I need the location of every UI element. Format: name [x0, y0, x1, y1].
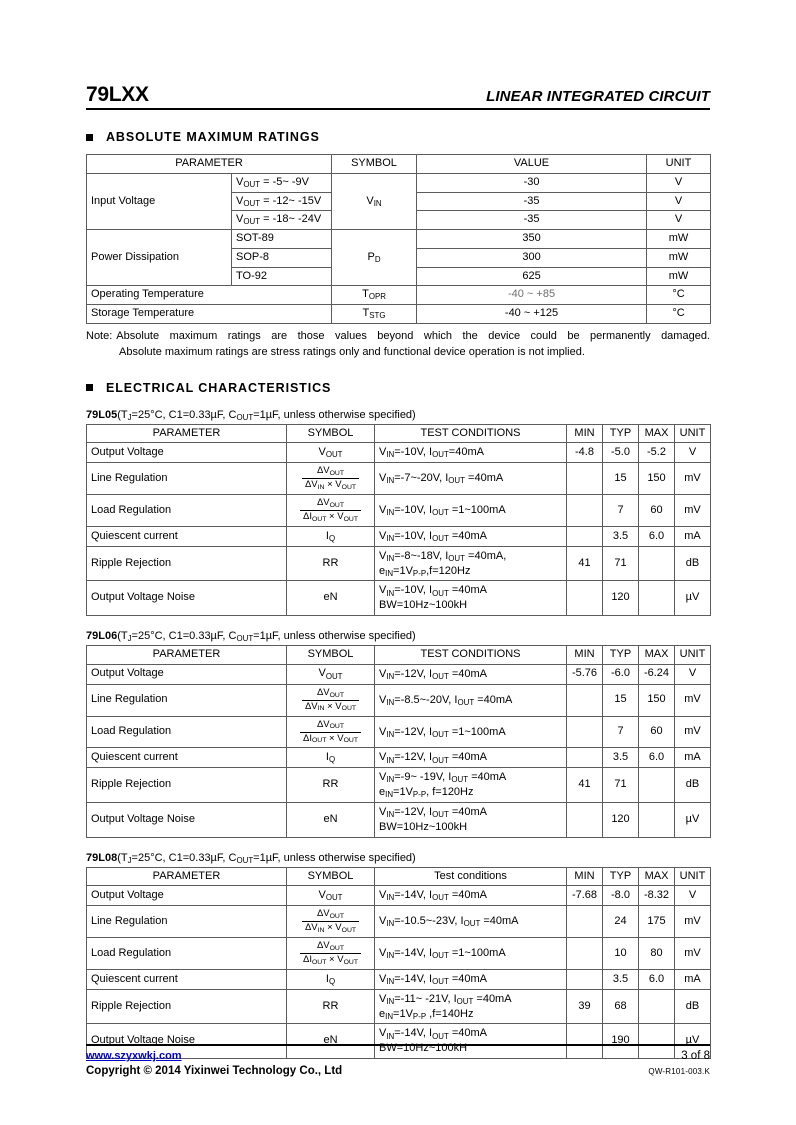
- page-title: 79LXX: [86, 83, 149, 106]
- column-header-parameter: PARAMETER: [87, 424, 287, 443]
- parameter-symbol: [287, 684, 375, 716]
- value-max: 6.0: [639, 748, 675, 768]
- parameter-symbol: [287, 938, 375, 970]
- fraction-numerator: $\Delta V_{OUT}$: [316, 908, 345, 921]
- parameter-symbol: $T_{OPR}$: [332, 286, 417, 305]
- table-caption-79L08: $79L08(T_J=25^\circ C$, C1=0.33µF, $C_{OUT}=1\mu F$, unless otherwise specified): [86, 851, 416, 865]
- parameter-symbol: eN: [287, 802, 375, 837]
- test-conditions: [375, 664, 567, 684]
- parameter-name: Line Regulation: [87, 906, 287, 938]
- parameter-symbol: eN: [287, 1024, 375, 1059]
- test-conditions: [375, 748, 567, 768]
- parameter-name: Output Voltage Noise: [87, 581, 287, 616]
- parameter-condition: $V_{OUT}$ = -18~ -24V: [232, 211, 332, 230]
- table-row: [87, 230, 711, 249]
- value-min: [567, 716, 603, 748]
- value-min: [567, 463, 603, 495]
- value-typ: 10: [603, 938, 639, 970]
- value-min: -5.76: [567, 664, 603, 684]
- parameter-unit: dB: [675, 546, 711, 581]
- electrical-characteristics-tables: [86, 409, 710, 1060]
- note-line-1: Absolute maximum ratings are those values beyond which the device could be permanently damaged.: [116, 329, 710, 342]
- value-min: 41: [567, 546, 603, 581]
- parameter-symbol: $V_{OUT}$: [287, 664, 375, 684]
- column-header-symbol: SYMBOL: [287, 646, 375, 665]
- test-conditions: [375, 443, 567, 463]
- value-max: 60: [639, 716, 675, 748]
- column-header-unit: UNIT: [675, 646, 711, 665]
- test-conditions: [375, 938, 567, 970]
- table-row: [87, 802, 711, 837]
- value-max: [639, 989, 675, 1024]
- column-header-symbol: SYMBOL: [287, 867, 375, 886]
- value-max: [639, 581, 675, 616]
- value-max: -8.32: [639, 886, 675, 906]
- ratings-note: [86, 329, 710, 361]
- parameter-value: -30: [417, 173, 647, 192]
- parameter-condition: TO-92: [232, 267, 332, 286]
- test-conditions: [375, 546, 567, 581]
- value-max: 150: [639, 684, 675, 716]
- test-condition-line-1: $V_{IN}=-8\sim-18V$, $I_{OUT} =40mA$,: [379, 549, 507, 563]
- value-min: [567, 906, 603, 938]
- column-header-typ: TYP: [603, 424, 639, 443]
- parameter-unit: mV: [675, 906, 711, 938]
- table-row: [87, 969, 711, 989]
- parameter-unit: µV: [675, 802, 711, 837]
- value-typ: 15: [603, 684, 639, 716]
- table-row: [87, 463, 711, 495]
- table-row: [87, 684, 711, 716]
- table-row: [87, 886, 711, 906]
- table-row: [87, 173, 711, 192]
- parameter-symbol: $I_Q$: [287, 969, 375, 989]
- value-typ: 24: [603, 906, 639, 938]
- parameter-symbol: RR: [287, 768, 375, 803]
- parameter-name: Operating Temperature: [87, 286, 332, 305]
- parameter-unit: mV: [675, 716, 711, 748]
- document-code: QW-R101-003.K: [648, 1067, 710, 1076]
- parameter-symbol: $V_{OUT}$: [287, 443, 375, 463]
- page-number: 3 of 8: [681, 1050, 710, 1062]
- table-row: [87, 768, 711, 803]
- value-typ: 3.5: [603, 748, 639, 768]
- parameter-unit: dB: [675, 989, 711, 1024]
- test-conditions: [375, 989, 567, 1024]
- parameter-unit: mW: [647, 230, 711, 249]
- formula-fraction: [302, 687, 359, 714]
- value-max: [639, 768, 675, 803]
- test-condition-line-1: $V_{IN}=-14V$, $I_{OUT} =40mA$: [379, 889, 487, 903]
- parameter-symbol: [287, 463, 375, 495]
- parameter-condition: SOT-89: [232, 230, 332, 249]
- parameter-name: Output Voltage: [87, 664, 287, 684]
- column-header-parameter: PARAMETER: [87, 867, 287, 886]
- column-header-unit: UNIT: [675, 424, 711, 443]
- value-max: 6.0: [639, 969, 675, 989]
- test-condition-line-2: BW=10Hz~100kH: [379, 820, 468, 833]
- parameter-name: Quiescent current: [87, 969, 287, 989]
- formula-fraction: [300, 497, 361, 524]
- test-condition-line-2: $e_{IN}=1V_{P-P},f=120Hz$: [379, 564, 471, 578]
- test-condition-line-2: $e_{IN}=1V_{P-P}$ ,f=140Hz: [379, 1007, 474, 1021]
- fraction-denominator: $\Delta I_{OUT} \times V_{OUT}$: [300, 953, 361, 966]
- parameter-name: Storage Temperature: [87, 305, 332, 324]
- test-conditions: [375, 886, 567, 906]
- table-header-row: [87, 646, 711, 665]
- column-header-min: MIN: [567, 646, 603, 665]
- value-min: -7.68: [567, 886, 603, 906]
- test-conditions: [375, 768, 567, 803]
- column-header-typ: TYP: [603, 646, 639, 665]
- fraction-numerator: $\Delta V_{OUT}$: [316, 465, 345, 478]
- test-condition-line-2: BW=10Hz~100kH: [379, 599, 468, 612]
- test-conditions: [375, 684, 567, 716]
- test-condition-line-2: $e_{IN}=1V_{P-P}$, f=120Hz: [379, 786, 474, 800]
- table-row: [87, 526, 711, 546]
- test-condition-line-1: $V_{IN}=-12V$, $I_{OUT} =40mA$: [379, 751, 487, 765]
- parameter-unit: mA: [675, 969, 711, 989]
- formula-fraction: [302, 465, 359, 492]
- parameter-name: Quiescent current: [87, 526, 287, 546]
- test-condition-line-1: $V_{IN}=-7\sim-20V$, $I_{OUT} =40mA$: [379, 472, 504, 486]
- value-typ: 3.5: [603, 969, 639, 989]
- value-max: -6.24: [639, 664, 675, 684]
- parameter-unit: V: [675, 664, 711, 684]
- test-condition-line-1: $V_{IN}=-14V$, $I_{OUT}$ =1~100mA: [379, 947, 506, 961]
- column-header-max: MAX: [639, 646, 675, 665]
- table-row: [87, 495, 711, 527]
- test-conditions: [375, 802, 567, 837]
- section-heading-label: ELECTRICAL CHARACTERISTICS: [106, 380, 332, 395]
- parameter-symbol: eN: [287, 581, 375, 616]
- value-typ: 68: [603, 989, 639, 1024]
- table-header-row: [87, 867, 711, 886]
- table-row: [87, 286, 711, 305]
- electrical-characteristics-table-79L08: [86, 867, 711, 1060]
- value-typ: 7: [603, 716, 639, 748]
- formula-fraction: [300, 940, 361, 967]
- value-typ: -5.0: [603, 443, 639, 463]
- parameter-unit: µV: [675, 1024, 711, 1059]
- value-max: 80: [639, 938, 675, 970]
- parameter-unit: °C: [647, 305, 711, 324]
- test-condition-line-1: $V_{IN}=-12V$, $I_{OUT} =40mA$: [379, 667, 487, 681]
- electrical-characteristics-table-79L06: [86, 645, 711, 838]
- parameter-symbol: $P_D$: [332, 230, 417, 286]
- test-conditions: [375, 463, 567, 495]
- test-condition-line-1: $V_{IN}=-8.5\sim-20V$, $I_{OUT} =40mA$: [379, 693, 513, 707]
- parameter-symbol: [287, 716, 375, 748]
- table-row: [87, 664, 711, 684]
- parameter-value: 300: [417, 248, 647, 267]
- parameter-symbol: [287, 906, 375, 938]
- value-typ: -8.0: [603, 886, 639, 906]
- table-row: [87, 443, 711, 463]
- parameter-condition: SOP-8: [232, 248, 332, 267]
- copyright-text: Copyright © 2014 Yixinwei Technology Co., Ltd: [86, 1065, 343, 1077]
- test-conditions: [375, 495, 567, 527]
- value-max: 60: [639, 495, 675, 527]
- parameter-unit: V: [675, 443, 711, 463]
- test-condition-line-1: $V_{IN}=-12V$, $I_{OUT}$ =1~100mA: [379, 725, 506, 739]
- test-condition-line-1: $V_{IN}=-14V$, $I_{OUT} =40mA$: [379, 1027, 487, 1041]
- test-conditions: [375, 716, 567, 748]
- footer-divider: [86, 1044, 710, 1046]
- parameter-name: Output Voltage: [87, 443, 287, 463]
- column-header-unit: UNIT: [647, 155, 711, 174]
- parameter-condition: $V_{OUT}$ = -12~ -15V: [232, 192, 332, 211]
- test-conditions: [375, 906, 567, 938]
- parameter-symbol: $V_{IN}$: [332, 173, 417, 229]
- parameter-unit: mV: [675, 938, 711, 970]
- value-min: [567, 938, 603, 970]
- parameter-value: 350: [417, 230, 647, 249]
- fraction-denominator: $\Delta I_{OUT} \times V_{OUT}$: [300, 510, 361, 523]
- value-typ: 120: [603, 802, 639, 837]
- parameter-symbol: $T_{STG}$: [332, 305, 417, 324]
- parameter-unit: V: [647, 211, 711, 230]
- table-row: [87, 305, 711, 324]
- page-footer: [86, 1044, 710, 1077]
- parameter-name: Power Dissipation: [87, 230, 232, 286]
- parameter-unit: mV: [675, 463, 711, 495]
- table-row: [87, 906, 711, 938]
- test-condition-line-1: $V_{IN}=-10V$, $I_{OUT}$ =1~100mA: [379, 504, 506, 518]
- value-typ: 71: [603, 546, 639, 581]
- column-header-max: MAX: [639, 867, 675, 886]
- company-website-link[interactable]: www.szyxwkj.com: [86, 1050, 182, 1062]
- table-row: [87, 546, 711, 581]
- section-heading-label: ABSOLUTE MAXIMUM RATINGS: [106, 130, 320, 145]
- parameter-name: Load Regulation: [87, 938, 287, 970]
- test-condition-line-2: BW=10Hz~100kH: [379, 1042, 468, 1055]
- parameter-unit: V: [675, 886, 711, 906]
- test-conditions: [375, 581, 567, 616]
- electrical-characteristics-table-79L05: [86, 424, 711, 617]
- column-header-max: MAX: [639, 424, 675, 443]
- absolute-maximum-ratings-table: [86, 154, 711, 324]
- table-row: [87, 938, 711, 970]
- parameter-value: -35: [417, 211, 647, 230]
- value-typ: 190: [603, 1024, 639, 1059]
- note-label: Note:: [86, 329, 113, 342]
- parameter-condition: $V_{OUT}$ = -5~ -9V: [232, 173, 332, 192]
- parameter-name: Load Regulation: [87, 716, 287, 748]
- column-header-unit: UNIT: [675, 867, 711, 886]
- parameter-unit: mW: [647, 248, 711, 267]
- value-min: [567, 969, 603, 989]
- value-max: 6.0: [639, 526, 675, 546]
- table-row: [87, 716, 711, 748]
- table-header-row: [87, 155, 711, 174]
- fraction-denominator: $\Delta I_{OUT} \times V_{OUT}$: [300, 732, 361, 745]
- value-max: -5.2: [639, 443, 675, 463]
- column-header-parameter: PARAMETER: [87, 155, 332, 174]
- parameter-symbol: RR: [287, 989, 375, 1024]
- parameter-name: Output Voltage Noise: [87, 802, 287, 837]
- parameter-unit: °C: [647, 286, 711, 305]
- parameter-symbol: RR: [287, 546, 375, 581]
- table-header-row: [87, 424, 711, 443]
- value-typ: 71: [603, 768, 639, 803]
- parameter-value: -40 ~ +125: [417, 305, 647, 324]
- parameter-value: -40 ~ +85: [417, 286, 647, 305]
- value-min: 41: [567, 768, 603, 803]
- parameter-name: Quiescent current: [87, 748, 287, 768]
- value-min: [567, 495, 603, 527]
- table-row: [87, 581, 711, 616]
- parameter-value: 625: [417, 267, 647, 286]
- column-header-test-conditions: Test conditions: [375, 867, 567, 886]
- parameter-symbol: [287, 495, 375, 527]
- fraction-numerator: $\Delta V_{OUT}$: [316, 940, 345, 952]
- value-min: -4.8: [567, 443, 603, 463]
- value-min: [567, 802, 603, 837]
- value-min: [567, 684, 603, 716]
- value-typ: 3.5: [603, 526, 639, 546]
- parameter-value: -35: [417, 192, 647, 211]
- parameter-unit: mA: [675, 526, 711, 546]
- page-content: [86, 84, 710, 1059]
- fraction-numerator: $\Delta V_{OUT}$: [316, 686, 345, 699]
- parameter-symbol: $I_Q$: [287, 748, 375, 768]
- parameter-symbol: $I_Q$: [287, 526, 375, 546]
- column-header-symbol: SYMBOL: [332, 155, 417, 174]
- value-typ: 15: [603, 463, 639, 495]
- value-max: [639, 802, 675, 837]
- fraction-numerator: $\Delta V_{OUT}$: [316, 497, 345, 509]
- parameter-name: Ripple Rejection: [87, 768, 287, 803]
- parameter-unit: mV: [675, 684, 711, 716]
- caption-part-number: 79L06: [86, 630, 118, 643]
- column-header-min: MIN: [567, 867, 603, 886]
- table-row: [87, 989, 711, 1024]
- parameter-name: Line Regulation: [87, 463, 287, 495]
- parameter-unit: V: [647, 173, 711, 192]
- parameter-unit: mV: [675, 495, 711, 527]
- square-bullet-icon: [86, 384, 93, 391]
- test-condition-line-1: $V_{IN}=-11\sim$ -21V, $I_{OUT} =40mA$: [379, 992, 512, 1006]
- test-condition-line-1: $V_{IN}=-10V$, $I_{OUT} =40mA$: [379, 584, 487, 598]
- value-typ: -6.0: [603, 664, 639, 684]
- document-header: [86, 84, 710, 110]
- test-conditions: [375, 526, 567, 546]
- parameter-unit: µV: [675, 581, 711, 616]
- document-subtitle: LINEAR INTEGRATED CIRCUIT: [486, 88, 710, 106]
- parameter-unit: mW: [647, 267, 711, 286]
- test-condition-line-1: $V_{IN}=-12V$, $I_{OUT} =40mA$: [379, 805, 487, 820]
- value-max: 150: [639, 463, 675, 495]
- test-condition-line-1: $V_{IN}=-10.5\sim-23V$, $I_{OUT} =40mA$: [379, 915, 519, 929]
- section-heading-abs-max: [86, 130, 710, 144]
- column-header-value: VALUE: [417, 155, 647, 174]
- parameter-unit: V: [647, 192, 711, 211]
- parameter-name: Input Voltage: [87, 173, 232, 229]
- column-header-test-conditions: TEST CONDITIONS: [375, 424, 567, 443]
- column-header-typ: TYP: [603, 867, 639, 886]
- table-caption-79L05: $79L05(T_J=25^\circ C$, C1=0.33µF, $C_{OUT}=1\mu F$, unless otherwise specified): [86, 408, 416, 422]
- test-condition-line-1: $V_{IN}=-9\sim$ -19V, $I_{OUT} =40mA$: [379, 771, 507, 785]
- value-max: 175: [639, 906, 675, 938]
- table-caption-79L06: $79L06(T_J=25^\circ C$, C1=0.33µF, $C_{OUT}=1\mu F$, unless otherwise specified): [86, 630, 416, 644]
- formula-fraction: [300, 719, 361, 746]
- fraction-denominator: $\Delta V_{IN} \times V_{OUT}$: [302, 921, 359, 934]
- test-condition-line-1: $V_{IN}=-10V$, $I_{OUT} =40mA$: [379, 529, 487, 543]
- fraction-denominator: $\Delta V_{IN} \times V_{OUT}$: [302, 700, 359, 713]
- parameter-name: Output Voltage: [87, 886, 287, 906]
- fraction-numerator: $\Delta V_{OUT}$: [316, 718, 345, 731]
- formula-fraction: [302, 908, 359, 935]
- caption-part-number: 79L05: [86, 408, 118, 421]
- parameter-symbol: $V_{OUT}$: [287, 886, 375, 906]
- caption-part-number: 79L08: [86, 851, 118, 864]
- parameter-name: Ripple Rejection: [87, 546, 287, 581]
- value-min: [567, 748, 603, 768]
- column-header-parameter: PARAMETER: [87, 646, 287, 665]
- test-condition-line-1: $V_{IN}=-10V$, $I_{OUT}=40mA$: [379, 446, 484, 460]
- value-max: [639, 546, 675, 581]
- table-row: [87, 748, 711, 768]
- test-condition-line-1: $V_{IN}=-14V$, $I_{OUT} =40mA$: [379, 972, 487, 986]
- parameter-name: Line Regulation: [87, 684, 287, 716]
- value-min: [567, 526, 603, 546]
- column-header-symbol: SYMBOL: [287, 424, 375, 443]
- square-bullet-icon: [86, 134, 93, 141]
- fraction-denominator: $\Delta V_{IN} \times V_{OUT}$: [302, 478, 359, 491]
- value-typ: 7: [603, 495, 639, 527]
- test-conditions: [375, 969, 567, 989]
- parameter-unit: mA: [675, 748, 711, 768]
- value-min: 39: [567, 989, 603, 1024]
- section-heading-electrical: [86, 381, 710, 395]
- column-header-min: MIN: [567, 424, 603, 443]
- column-header-test-conditions: TEST CONDITIONS: [375, 646, 567, 665]
- parameter-name: Ripple Rejection: [87, 989, 287, 1024]
- parameter-unit: dB: [675, 768, 711, 803]
- parameter-name: Load Regulation: [87, 495, 287, 527]
- value-typ: 120: [603, 581, 639, 616]
- value-min: [567, 581, 603, 616]
- note-line-2: Absolute maximum ratings are stress ratings only and functional device operation is not implied.: [119, 345, 585, 358]
- parameter-name: Output Voltage Noise: [87, 1024, 287, 1059]
